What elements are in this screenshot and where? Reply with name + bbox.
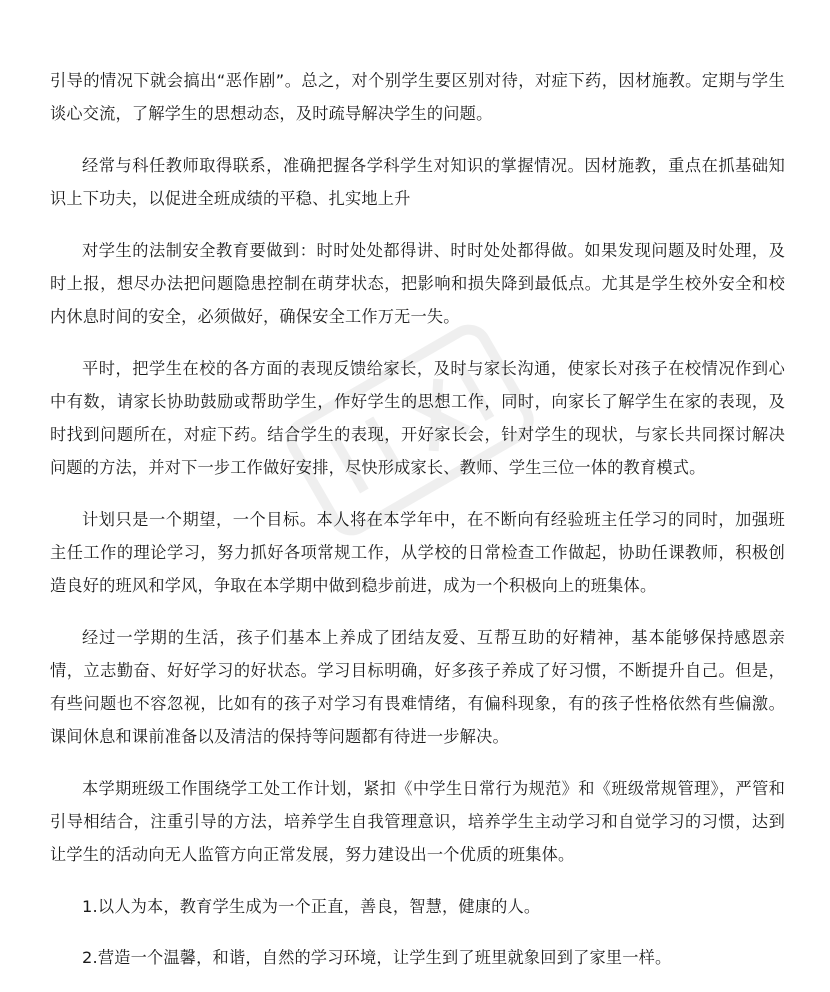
paragraph-5: 计划只是一个期望，一个目标。本人将在本学年中，在不断向有经验班主任学习的同时，加强班主任工作的理论学习，努力抓好各项常规工作，从学校的日常检查工作做起，协助任课教师，积极创造良好的班风和学风，争取在本学期中做到稳步前进，成为一个积极向上的班集体。 — [50, 510, 785, 595]
paragraph-7: 本学期班级工作围绕学工处工作计划，紧扣《中学生日常行为规范》和《班级常规管理》，严管和引导相结合，注重引导的方法，培养学生自我管理意识，培养学生主动学习和自觉学习的习惯，达到让学生的活动向无人监管方向正常发展，努力建设出一个优质的班集体。 — [50, 779, 785, 864]
document-body — [50, 64, 785, 992]
paragraph-4: 平时，把学生在校的各方面的表现反馈给家长，及时与家长沟通，使家长对孩子在校情况作到心中有数，请家长协助鼓励或帮助学生，作好学生的思想工作，同时，向家长了解学生在家的表现，及时找到问题所在，对症下药。结合学生的表现，开好家长会，针对学生的现状，与家长共同探讨解决问题的方法，并对下一步工作做好安排，尽快形成家长、教师、学生三位一体的教育模式。 — [50, 359, 785, 477]
paragraph-3: 对学生的法制安全教育要做到：时时处处都得讲、时时处处都得做。如果发现问题及时处理，及时上报，想尽办法把问题隐患控制在萌芽状态，把影响和损失降到最低点。尤其是学生校外安全和校内休息时间的安全，必须做好，确保安全工作万无一失。 — [50, 241, 785, 326]
paragraph-2: 经常与科任教师取得联系，准确把握各学科学生对知识的掌握情况。因材施教，重点在抓基础知识上下功夫，以促进全班成绩的平稳、扎实地上升 — [50, 156, 785, 208]
list-item-1: 1.以人为本，教育学生成为一个正直，善良，智慧，健康的人。 — [82, 897, 541, 916]
list-item-2: 2.营造一个温馨，和谐，自然的学习环境，让学生到了班里就象回到了家里一样。 — [82, 948, 672, 967]
paragraph-6: 经过一学期的生活，孩子们基本上养成了团结友爱、互帮互助的好精神，基本能够保持感恩亲情，立志勤奋、好好学习的好状态。学习目标明确，好多孩子养成了好习惯，不断提升自己。但是，有些问题也不容忽视，比如有的孩子对学习有畏难情绪，有偏科现象，有的孩子性格依然有些偏激。课间休息和课前准备以及清洁的保持等问题都有待进一步解决。 — [50, 628, 785, 746]
paragraph-1: 引导的情况下就会搞出“恶作剧”。总之，对个别学生要区别对待，对症下药，因材施教。定期与学生谈心交流，了解学生的思想动态，及时疏导解决学生的问题。 — [50, 71, 785, 123]
